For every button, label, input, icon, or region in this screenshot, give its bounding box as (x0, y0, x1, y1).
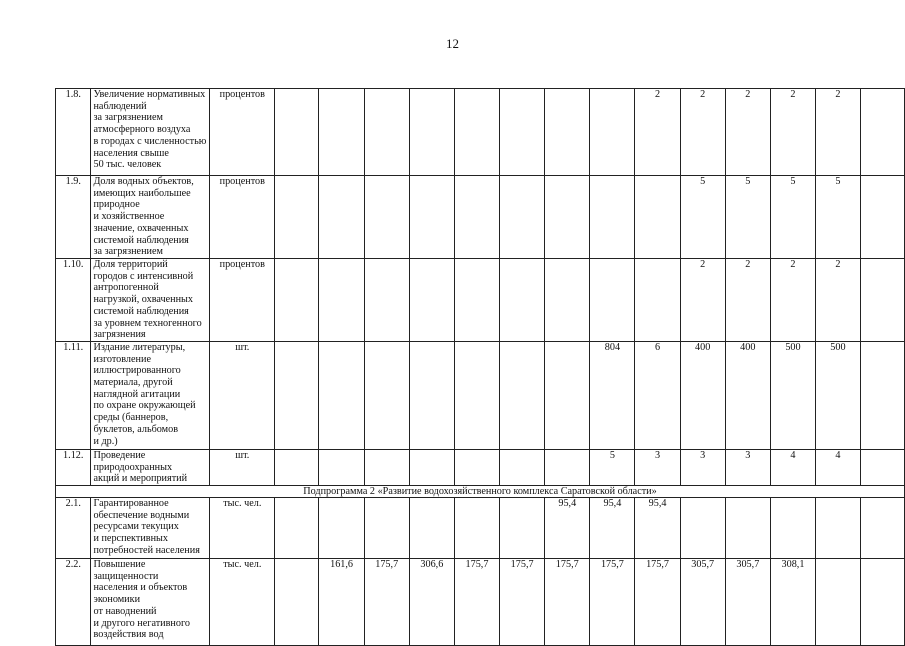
value-cell (409, 89, 454, 176)
value-cell: 500 (816, 341, 861, 449)
value-cell: 175,7 (364, 559, 409, 646)
indicators-table (55, 88, 905, 646)
value-cell (275, 559, 319, 646)
value-cell (680, 498, 725, 559)
value-cell (545, 176, 590, 259)
value-cell (319, 498, 364, 559)
indicator-description: Издание литературы, изготовление иллюстрированного материала, другой наглядной агитации по охране окружающей среды (баннеров, буклетов, альбомов и др.) (91, 341, 210, 449)
row-number: 1.8. (56, 89, 91, 176)
unit-of-measure: процентов (210, 176, 275, 259)
value-cell: 2 (816, 259, 861, 342)
value-cell: 308,1 (770, 559, 815, 646)
row-number: 1.10. (56, 259, 91, 342)
value-cell: 175,7 (590, 559, 635, 646)
value-cell: 2 (635, 89, 680, 176)
unit-of-measure: процентов (210, 259, 275, 342)
value-cell: 400 (725, 341, 770, 449)
value-cell (364, 449, 409, 485)
value-cell: 3 (680, 449, 725, 485)
value-cell (319, 259, 364, 342)
value-cell (545, 449, 590, 485)
unit-of-measure: тыс. чел. (210, 559, 275, 646)
value-cell (454, 176, 499, 259)
indicator-description: Повышение защищенности населения и объектов экономики от наводнений и другого негативного воздействия вод (91, 559, 210, 646)
value-cell: 804 (590, 341, 635, 449)
value-cell (860, 449, 904, 485)
unit-of-measure: шт. (210, 341, 275, 449)
page-number: 12 (446, 36, 459, 51)
value-cell (860, 89, 904, 176)
indicator-description: Гарантированное обеспечение водными ресурсами текущих и перспективных потребностей населения (91, 498, 210, 559)
table-row (56, 176, 905, 259)
value-cell (860, 341, 904, 449)
value-cell (275, 259, 319, 342)
value-cell (454, 498, 499, 559)
value-cell (454, 89, 499, 176)
value-cell (409, 259, 454, 342)
value-cell: 95,4 (635, 498, 680, 559)
value-cell: 2 (725, 89, 770, 176)
value-cell (590, 259, 635, 342)
value-cell (860, 259, 904, 342)
value-cell: 161,6 (319, 559, 364, 646)
row-number: 1.9. (56, 176, 91, 259)
value-cell: 95,4 (590, 498, 635, 559)
value-cell: 5 (590, 449, 635, 485)
value-cell (409, 176, 454, 259)
subprogram-title: Подпрограмма 2 «Развитие водохозяйственного комплекса Саратовской области» (56, 486, 905, 498)
value-cell: 305,7 (680, 559, 725, 646)
value-cell: 500 (770, 341, 815, 449)
value-cell: 175,7 (635, 559, 680, 646)
table-row (56, 259, 905, 342)
unit-of-measure: тыс. чел. (210, 498, 275, 559)
value-cell (409, 341, 454, 449)
value-cell (275, 449, 319, 485)
value-cell (409, 498, 454, 559)
value-cell (725, 498, 770, 559)
value-cell (770, 498, 815, 559)
value-cell: 2 (816, 89, 861, 176)
value-cell (500, 176, 545, 259)
row-number: 1.11. (56, 341, 91, 449)
value-cell: 306,6 (409, 559, 454, 646)
table-row (56, 559, 905, 646)
value-cell (500, 89, 545, 176)
value-cell (275, 341, 319, 449)
value-cell (860, 176, 904, 259)
value-cell (816, 559, 861, 646)
value-cell (590, 176, 635, 259)
row-number: 2.2. (56, 559, 91, 646)
value-cell (500, 259, 545, 342)
table-row (56, 89, 905, 176)
value-cell (635, 259, 680, 342)
indicator-description: Доля водных объектов, имеющих наибольшее природное и хозяйственное значение, охваченных системой наблюдения за загрязнением (91, 176, 210, 259)
value-cell (500, 449, 545, 485)
value-cell: 175,7 (545, 559, 590, 646)
value-cell (319, 89, 364, 176)
value-cell: 5 (725, 176, 770, 259)
value-cell: 2 (770, 89, 815, 176)
row-number: 1.12. (56, 449, 91, 485)
unit-of-measure: шт. (210, 449, 275, 485)
value-cell (364, 341, 409, 449)
value-cell: 2 (770, 259, 815, 342)
value-cell (319, 341, 364, 449)
value-cell: 6 (635, 341, 680, 449)
table-row (56, 341, 905, 449)
table-row (56, 498, 905, 559)
value-cell (409, 449, 454, 485)
value-cell: 2 (680, 259, 725, 342)
value-cell: 2 (680, 89, 725, 176)
value-cell: 95,4 (545, 498, 590, 559)
value-cell (816, 498, 861, 559)
value-cell (454, 449, 499, 485)
value-cell: 5 (770, 176, 815, 259)
value-cell (860, 559, 904, 646)
value-cell (860, 498, 904, 559)
value-cell: 305,7 (725, 559, 770, 646)
row-number: 2.1. (56, 498, 91, 559)
value-cell (275, 498, 319, 559)
value-cell (635, 176, 680, 259)
value-cell (275, 176, 319, 259)
value-cell (364, 176, 409, 259)
value-cell: 4 (770, 449, 815, 485)
value-cell (454, 341, 499, 449)
value-cell (364, 89, 409, 176)
value-cell: 4 (816, 449, 861, 485)
value-cell: 5 (816, 176, 861, 259)
table-row (56, 449, 905, 485)
value-cell: 5 (680, 176, 725, 259)
value-cell: 175,7 (454, 559, 499, 646)
value-cell (364, 498, 409, 559)
indicator-description: Доля территорий городов с интенсивной антропогенной нагрузкой, охваченных системой наблюдения за уровнем техногенного загрязнения (91, 259, 210, 342)
indicator-description: Проведение природоохранных акций и мероприятий (91, 449, 210, 485)
value-cell: 3 (725, 449, 770, 485)
value-cell: 175,7 (500, 559, 545, 646)
value-cell (590, 89, 635, 176)
value-cell (545, 341, 590, 449)
value-cell: 400 (680, 341, 725, 449)
value-cell (319, 449, 364, 485)
unit-of-measure: процентов (210, 89, 275, 176)
value-cell (319, 176, 364, 259)
value-cell (500, 498, 545, 559)
subprogram-row (56, 486, 905, 498)
value-cell (364, 259, 409, 342)
value-cell: 2 (725, 259, 770, 342)
value-cell (545, 259, 590, 342)
value-cell: 3 (635, 449, 680, 485)
value-cell (454, 259, 499, 342)
value-cell (275, 89, 319, 176)
indicator-description: Увеличение нормативных наблюдений за загрязнением атмосферного воздуха в городах с численностью населения свыше 50 тыс. человек (91, 89, 210, 176)
value-cell (500, 341, 545, 449)
value-cell (545, 89, 590, 176)
